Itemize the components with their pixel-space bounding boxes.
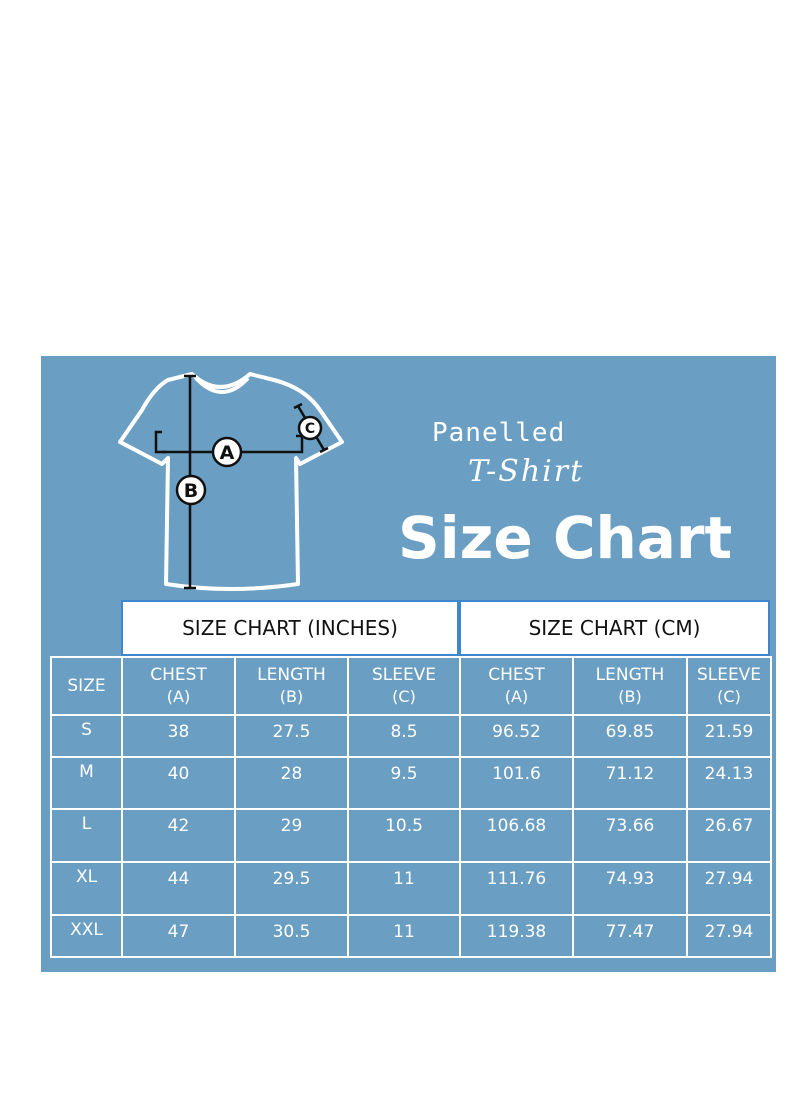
label-c: C — [304, 421, 316, 437]
label-a-icon — [213, 438, 241, 466]
table-row — [51, 757, 771, 809]
table-cell: 30.5 — [235, 915, 348, 957]
subtitle-panelled: Panelled — [432, 418, 566, 448]
table-cell: 27.94 — [687, 915, 771, 957]
size-table — [50, 656, 772, 958]
tshirt-diagram — [110, 366, 360, 596]
page-title: Size Chart — [398, 504, 733, 572]
table-row — [51, 862, 771, 915]
size-cell: S — [51, 715, 122, 757]
table-cell: 10.5 — [348, 809, 460, 862]
column-header: CHEST (A) — [122, 657, 235, 715]
column-header: SLEEVE (C) — [687, 657, 771, 715]
table-cell: 29.5 — [235, 862, 348, 915]
size-cell: M — [51, 757, 122, 809]
table-cell: 96.52 — [460, 715, 573, 757]
tshirt-outline-icon — [120, 374, 342, 589]
table-cell: 101.6 — [460, 757, 573, 809]
size-cell: XXL — [51, 915, 122, 957]
table-cell: 24.13 — [687, 757, 771, 809]
size-cell: XL — [51, 862, 122, 915]
column-header: SLEEVE (C) — [348, 657, 460, 715]
label-a: A — [219, 442, 235, 464]
inches-header: SIZE CHART (INCHES) — [121, 600, 459, 656]
cm-header: SIZE CHART (CM) — [459, 600, 770, 656]
table-cell: 28 — [235, 757, 348, 809]
table-cell: 9.5 — [348, 757, 460, 809]
table-cell: 27.94 — [687, 862, 771, 915]
label-b-icon — [177, 476, 205, 504]
table-cell: 44 — [122, 862, 235, 915]
table-cell: 47 — [122, 915, 235, 957]
table-cell: 11 — [348, 862, 460, 915]
table-cell: 11 — [348, 915, 460, 957]
table-cell: 26.67 — [687, 809, 771, 862]
table-cell: 42 — [122, 809, 235, 862]
table-row — [51, 809, 771, 862]
table-row — [51, 715, 771, 757]
table-cell: 38 — [122, 715, 235, 757]
table-cell: 74.93 — [573, 862, 687, 915]
column-header: LENGTH (B) — [573, 657, 687, 715]
table-cell: 71.12 — [573, 757, 687, 809]
table-cell: 69.85 — [573, 715, 687, 757]
column-header: SIZE — [51, 657, 122, 715]
table-cell: 40 — [122, 757, 235, 809]
subtitle-tshirt: T-Shirt — [468, 454, 585, 489]
table-cell: 29 — [235, 809, 348, 862]
table-cell: 73.66 — [573, 809, 687, 862]
label-b: B — [183, 480, 199, 502]
column-header: LENGTH (B) — [235, 657, 348, 715]
table-row — [51, 915, 771, 957]
table-cell: 77.47 — [573, 915, 687, 957]
column-header: CHEST (A) — [460, 657, 573, 715]
table-cell: 8.5 — [348, 715, 460, 757]
table-cell: 111.76 — [460, 862, 573, 915]
size-cell: L — [51, 809, 122, 862]
table-cell: 21.59 — [687, 715, 771, 757]
table-cell: 27.5 — [235, 715, 348, 757]
table-cell: 106.68 — [460, 809, 573, 862]
label-c-icon — [299, 417, 321, 439]
table-cell: 119.38 — [460, 915, 573, 957]
table-header-row — [51, 657, 771, 715]
